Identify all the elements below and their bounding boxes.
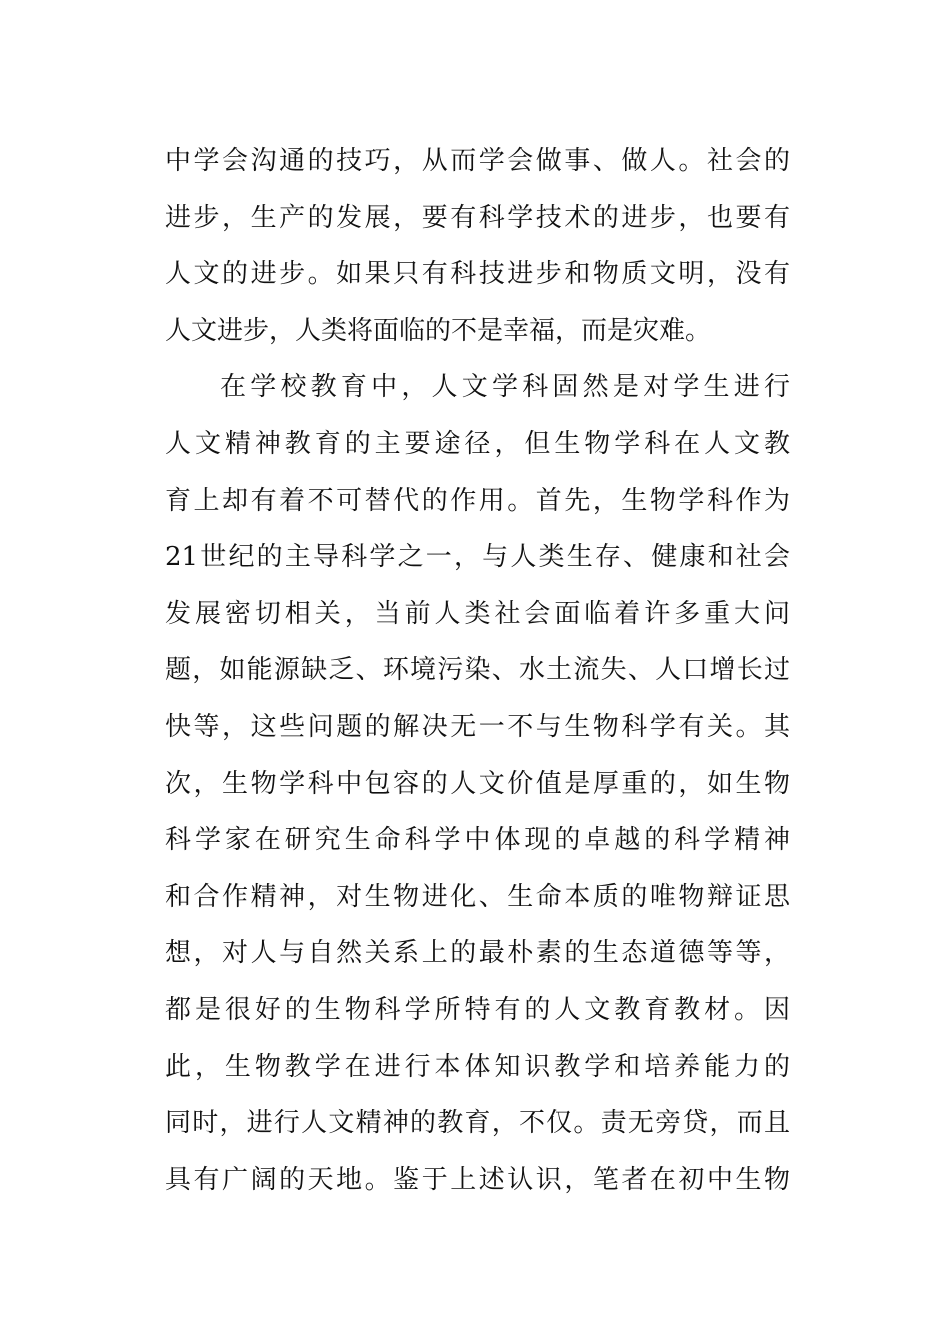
- text-line: 人文精神教育的主要途径，但生物学科在人文教: [165, 428, 790, 459]
- text-line: 具有广阔的天地。鉴于上述认识，笔者在初中生物: [165, 1164, 790, 1195]
- text-line: 人文进步，人类将面临的不是幸福，而是灾难。: [165, 315, 712, 346]
- text-line: 科学家在研究生命科学中体现的卓越的科学精神: [165, 825, 790, 856]
- text-line: 育上却有着不可替代的作用。首先，生物学科作为: [165, 485, 790, 516]
- text-line: 发展密切相关，当前人类社会面临着许多重大问: [165, 598, 790, 629]
- text-line: 和合作精神，对生物进化、生命本质的唯物辩证思: [165, 881, 790, 912]
- text-line: 题，如能源缺乏、环境污染、水土流失、人口增长过: [165, 655, 790, 686]
- text-line: 都是很好的生物科学所特有的人文教育教材。因: [165, 994, 790, 1025]
- text-line: 想，对人与自然关系上的最朴素的生态道德等等，: [165, 938, 790, 969]
- text-line: 此，生物教学在进行本体知识教学和培养能力的: [165, 1051, 790, 1082]
- text-line: 同时，进行人文精神的教育，不仅。责无旁贷，而且: [165, 1108, 790, 1139]
- text-line: 次，生物学科中包容的人文价值是厚重的，如生物: [165, 768, 790, 799]
- text-line: 快等，这些问题的解决无一不与生物科学有关。其: [165, 711, 790, 742]
- paragraph: [165, 133, 790, 359]
- text-line: 21世纪的主导科学之一，与人类生存、健康和社会: [165, 542, 790, 573]
- body-text: [165, 133, 790, 1208]
- text-line: 进步，生产的发展，要有科学技术的进步，也要有: [165, 202, 790, 233]
- text-line: 在学校教育中，人文学科固然是对学生进行: [220, 372, 790, 403]
- text-line: 中学会沟通的技巧，从而学会做事、做人。社会的: [165, 146, 790, 176]
- text-line: 人文的进步。如果只有科技进步和物质文明，没有: [165, 259, 790, 290]
- paragraph: [165, 359, 790, 1208]
